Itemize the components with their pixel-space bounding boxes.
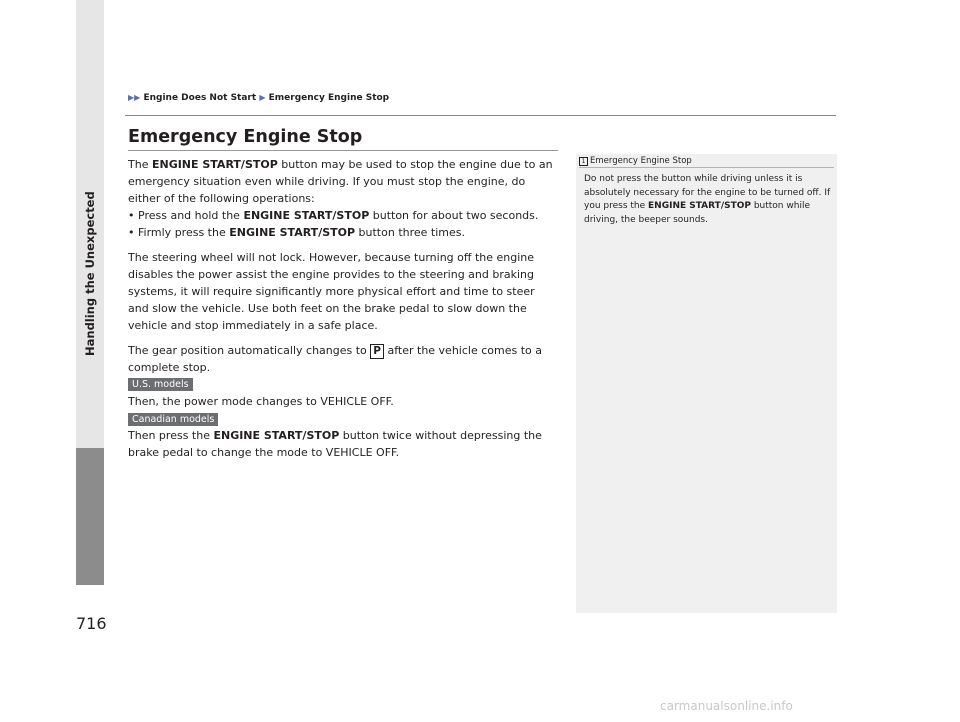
breadcrumb bbox=[128, 93, 389, 103]
breadcrumb-arrow-icon: ▶▶ bbox=[128, 93, 141, 102]
bullet-item: • Firmly press the ENGINE START/STOP button three times. bbox=[128, 226, 465, 239]
header-divider bbox=[125, 115, 836, 116]
title-divider bbox=[128, 150, 558, 151]
page-title: Emergency Engine Stop bbox=[128, 127, 363, 147]
breadcrumb-item-emergency-engine-stop[interactable]: Emergency Engine Stop bbox=[268, 93, 390, 103]
intro-paragraph: The ENGINE START/STOP button may be used to stop the engine due to an emergency situation even while driving. If you must stop the engine, do either of the following operations: • Press and hold the ENGINE START/STOP button for about two seconds. • Firmly press the ENGINE START/STOP button three times. bbox=[128, 156, 558, 241]
bullet-item: • Press and hold the ENGINE START/STOP button for about two seconds. bbox=[128, 209, 539, 222]
engine-start-stop-term: ENGINE START/STOP bbox=[151, 158, 278, 171]
gear-paragraph: The gear position automatically changes to P after the vehicle comes to a complete stop. bbox=[128, 344, 542, 374]
section-label: Handling the Unexpected bbox=[83, 191, 97, 357]
side-note-title: 1 Emergency Engine Stop bbox=[579, 156, 692, 166]
section-tab-marker bbox=[76, 448, 104, 585]
watermark: carmanualsonline.info bbox=[660, 699, 793, 713]
breadcrumb-item-engine-does-not-start[interactable]: Engine Does Not Start bbox=[143, 93, 257, 103]
us-models-badge: U.S. models bbox=[128, 378, 193, 391]
note-marker-icon: 1 bbox=[579, 157, 588, 166]
breadcrumb-arrow-icon: ▶ bbox=[259, 93, 266, 102]
gear-p-icon: P bbox=[370, 344, 384, 359]
steering-paragraph: The steering wheel will not lock. However, because turning off the engine disables the power assist the engine provides to the steering and braking systems, it will require significantly more physical effort and time to steer and slow the vehicle. Use both feet on the brake pedal to slow down the vehicle and stop immediately in a safe place. bbox=[128, 251, 535, 332]
side-note-divider bbox=[579, 167, 834, 168]
us-models-text: Then, the power mode changes to VEHICLE OFF. bbox=[128, 395, 394, 408]
canadian-models-badge: Canadian models bbox=[128, 413, 218, 426]
side-note-text: Do not press the button while driving unless it is absolutely necessary for the engine to be turned off. If you press the ENGINE START/STOP button while driving, the beeper sounds. bbox=[584, 174, 831, 225]
page-number: 716 bbox=[76, 614, 107, 633]
canadian-models-text: Then press the ENGINE START/STOP button twice without depressing the brake pedal to change the mode to VEHICLE OFF. bbox=[128, 429, 542, 459]
